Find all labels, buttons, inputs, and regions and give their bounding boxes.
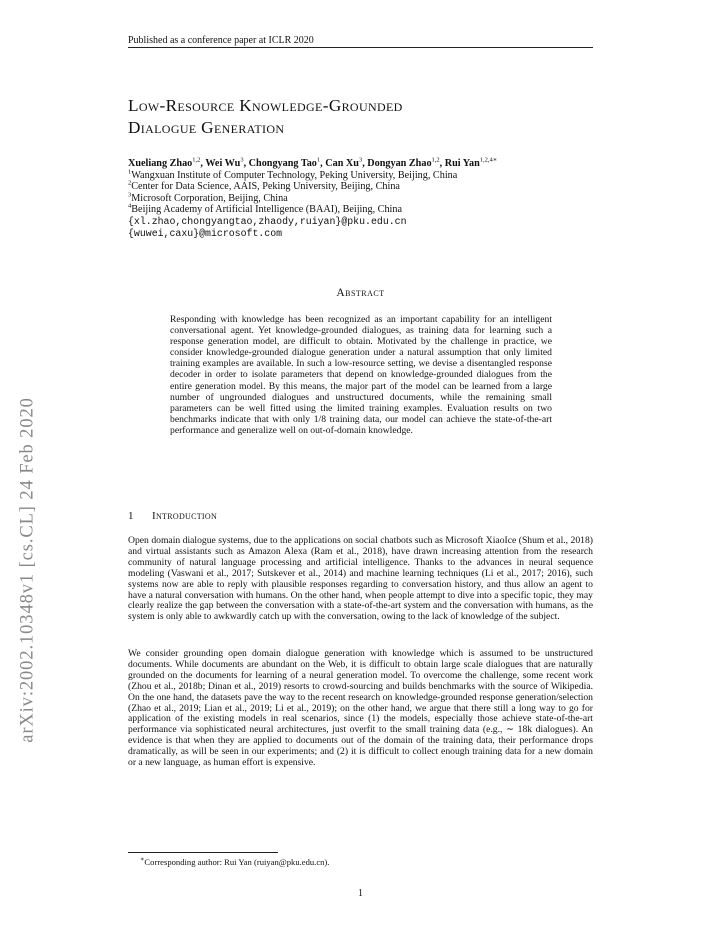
arxiv-stamp-text: arXiv:2002.10348v1 [cs.CL] 24 Feb 2020 [17, 397, 38, 743]
affiliation-text: Center for Data Science, AAIS, Peking University, Beijing, China [131, 181, 400, 193]
author-name: Xueliang Zhao [128, 158, 193, 169]
author-name: Can Xu [325, 158, 359, 169]
footnote-rule [128, 852, 278, 853]
email-microsoft: {wuwei,caxu}@microsoft.com [128, 227, 283, 239]
author-sup: 3 [358, 156, 363, 164]
author-name: Dongyan Zhao [367, 158, 432, 169]
author-sup: 1,2,4∗ [479, 156, 498, 164]
paper-title [128, 95, 598, 138]
affiliation-text: Wangxuan Institute of Computer Technology, Peking University, Beijing, China [131, 169, 458, 181]
author-sup: 1,2 [431, 156, 440, 164]
email-pku: {xl.zhao,chongyangtao,zhaody,ruiyan}@pku.edu.cn [128, 215, 407, 227]
running-header: Published as a conference paper at ICLR 2020 [128, 35, 314, 46]
footnote [140, 857, 590, 867]
author-name: Chongyang Tao [248, 158, 317, 169]
title-line-2: Dialogue Generation [128, 117, 285, 137]
affiliation [128, 193, 598, 205]
author-names: Xueliang Zhao$^{1,2}$, Wei Wu$^3$, Chongyang Tao$^1$, Can Xu$^3$, Dongyan Zhao$^{1,2}$, Rui Yan$^{1,2,4∗}$ [128, 156, 498, 169]
affiliation-sup: 1 [128, 168, 132, 176]
intro-paragraph-1: Open domain dialogue systems, due to the applications on social chatbots such as Microsoft XiaoIce (Shum et al., 2018) and virtual assistants such as Amazon Alexa (Ram et al., 2018), have drawn increasing attention from the research community of natural language processing and artificial intelligence. Thanks to the advances in neural sequence modeling (Vaswani et al., 2017; Sutskever et al., 2014) and machine learning techniques (Li et al., 2017; 2016), such systems now are able to reply with plausible responses regarding to conversation history, and thus allow an agent to have a natural conversation with humans. On the other hand, when people attempt to dive into a specific topic, they may clearly realize the gap between the conversation with a state-of-the-art system and the conversation with humans, as the system is only able to awkwardly catch up with the conversation, owing to the lack of knowledge of the subject. [128, 535, 593, 623]
section-title: Introduction [152, 510, 218, 522]
author-sup: 1,2 [192, 156, 201, 164]
section-heading-introduction [128, 510, 593, 522]
header-rule [128, 47, 593, 48]
affiliation [128, 181, 598, 193]
author-name: Wei Wu [205, 158, 241, 169]
author-sup: 3 [240, 156, 244, 164]
author-sup: 1 [316, 156, 321, 164]
footnote-mark: ∗ [140, 856, 145, 864]
abstract-heading: Abstract [336, 287, 385, 299]
page-number: 1 [358, 888, 363, 899]
affiliation-sup: 4 [128, 202, 132, 210]
section-number: 1 [128, 510, 134, 522]
affiliation-text: Beijing Academy of Artificial Intelligence (BAAI), Beijing, China [131, 204, 402, 216]
affiliation-text: Microsoft Corporation, Beijing, China [131, 192, 288, 204]
affiliation-sup: 2 [128, 179, 132, 187]
title-line-1: Low-Resource Knowledge-Grounded [128, 96, 403, 115]
footnote-text: Corresponding author: Rui Yan (ruiyan@pku.edu.cn). [144, 857, 330, 867]
author-name: Rui Yan [444, 158, 480, 169]
abstract-text: Responding with knowledge has been recognized as an important capability for an intelligent conversational agent. Yet knowledge-grounded dialogues, as training data for learning such a response generation model, are difficult to obtain. Motivated by the challenge in practice, we consider knowledge-grounded dialogue generation under a natural assumption that only limited training examples are available. In such a low-resource setting, we devise a disentangled response decoder in order to isolate parameters that depend on knowledge-grounded dialogues from the entire generation model. By this means, the major part of the model can be learned from a large number of ungrounded dialogues and unstructured documents, while the remaining small parameters can be well fitted using the limited training examples. Evaluation results on two benchmarks indicate that with only 1/8 training data, our model can achieve the state-of-the-art performance and generalize well on out-of-domain knowledge. [170, 314, 552, 436]
affiliation [128, 170, 598, 182]
affiliation [128, 204, 598, 216]
affiliation-sup: 3 [128, 191, 132, 199]
intro-paragraph-2: We consider grounding open domain dialogue generation with knowledge which is assumed to be unstructured documents. While documents are abundant on the Web, it is difficult to obtain large scale dialogues that are naturally grounded on the documents for learning of a neural generation model. To overcome the challenge, some recent work (Zhou et al., 2018b; Dinan et al., 2019) resorts to crowd-sourcing and builds benchmarks with the source of Wikipedia. On the one hand, the datasets pave the way to the recent research on knowledge-grounded response generation/selection (Zhao et al., 2019; Lian et al., 2019; Li et al., 2019); on the other hand, we argue that there still a long way to go for application of the existing models in real scenarios, since (1) the models, especially those achieve state-of-the-art performance via sophisticated neural architectures, just overfit to the small training data (e.g., ∼ 18k dialogues). An evidence is that when they are applied to documents out of the domain of the training data, their performance drops dramatically, as will be seen in our experiments; and (2) it is difficult to collect enough training data for a new domain or a new language, as human effort is expensive. [128, 648, 593, 769]
author-block [128, 158, 598, 239]
